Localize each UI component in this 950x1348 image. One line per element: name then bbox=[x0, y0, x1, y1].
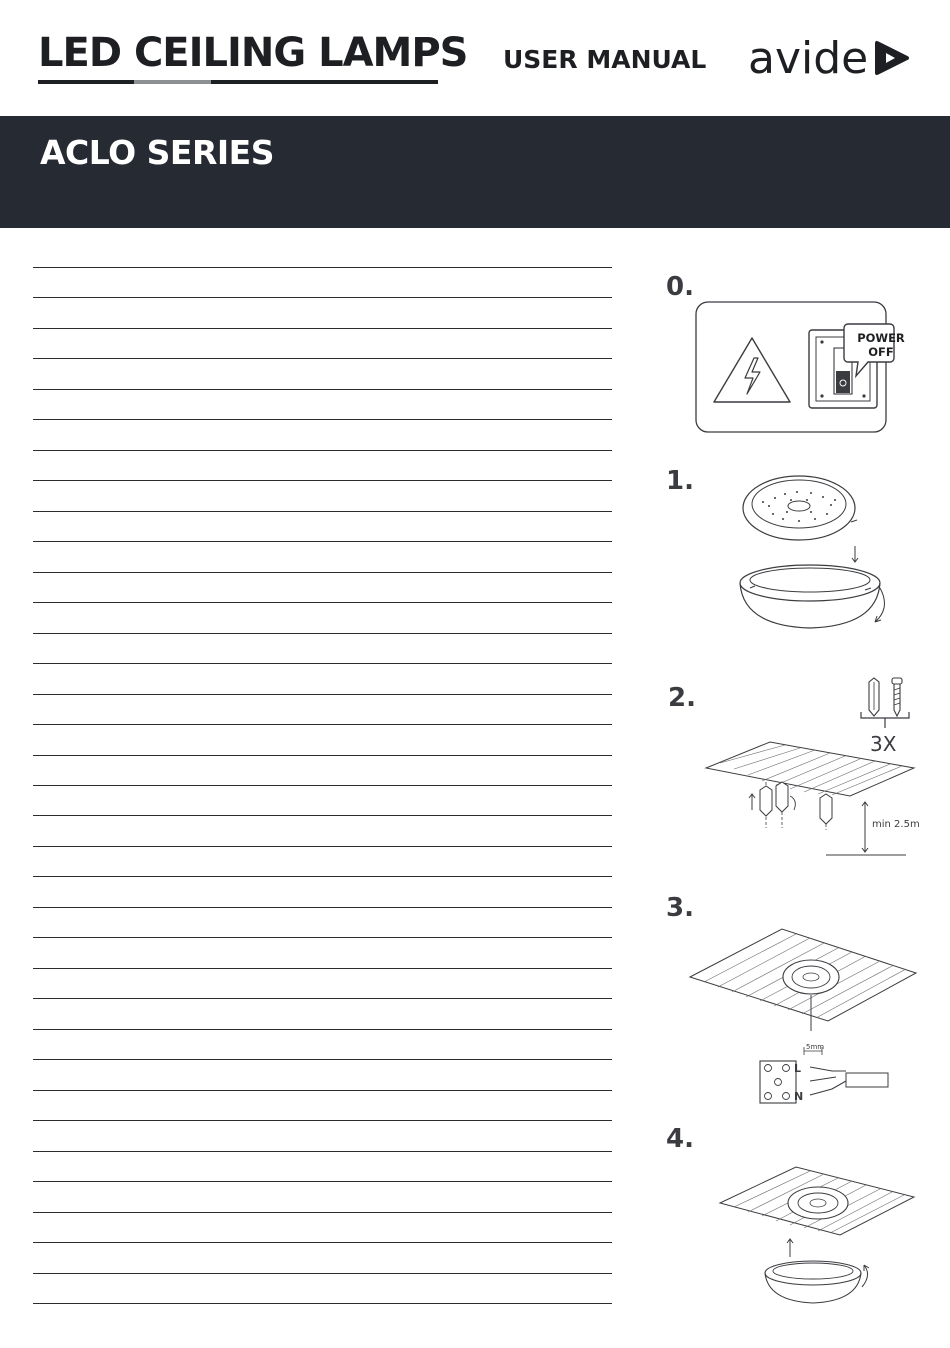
document-subtitle: USER MANUAL bbox=[503, 45, 707, 74]
step-2-figure bbox=[700, 738, 920, 863]
strip-length-label: 5mm bbox=[806, 1043, 825, 1051]
wall-plug-icon bbox=[869, 678, 879, 716]
step-3-number: 3. bbox=[666, 893, 694, 923]
step-0-figure bbox=[690, 298, 895, 438]
brand-logo bbox=[748, 30, 910, 86]
step-4-figure bbox=[716, 1163, 926, 1313]
lamp-base-rotate-icon bbox=[740, 565, 884, 628]
quantity-label: 3X bbox=[870, 732, 897, 756]
step-0-number: 0. bbox=[666, 272, 694, 302]
step-2-number: 2. bbox=[668, 683, 696, 713]
header bbox=[0, 0, 950, 116]
off-label: OFF bbox=[868, 345, 894, 359]
power-off-label bbox=[850, 331, 912, 359]
screw-icon bbox=[892, 678, 902, 716]
terminal-l-label: L bbox=[794, 1062, 802, 1075]
step-2-fixings bbox=[855, 676, 915, 736]
ceiling-mount-icon bbox=[720, 1167, 914, 1235]
terminal-n-label: N bbox=[794, 1090, 804, 1103]
title-underline-accent bbox=[134, 80, 211, 84]
power-label: POWER bbox=[857, 331, 905, 345]
step-3-figure bbox=[686, 925, 921, 1115]
step-1-figure bbox=[735, 458, 895, 638]
title-underline bbox=[38, 80, 438, 84]
brand-name: avide bbox=[748, 32, 869, 84]
high-voltage-warning-icon bbox=[714, 338, 790, 402]
note-lines bbox=[33, 266, 614, 1306]
play-triangle-icon bbox=[874, 39, 910, 77]
lamp-cover-icon bbox=[743, 476, 857, 540]
ceiling-drill-icon bbox=[706, 742, 914, 830]
height-label: min 2.5m bbox=[872, 819, 920, 830]
step-1-number: 1. bbox=[666, 466, 694, 496]
document-title: LED CEILING LAMPS bbox=[38, 30, 468, 76]
terminal-block-icon bbox=[760, 1047, 888, 1103]
ceiling-mount-icon bbox=[690, 929, 916, 1031]
step-4-number: 4. bbox=[666, 1124, 694, 1154]
lamp-cover-rotate-icon bbox=[765, 1261, 869, 1303]
series-title: ACLO SERIES bbox=[40, 133, 274, 172]
